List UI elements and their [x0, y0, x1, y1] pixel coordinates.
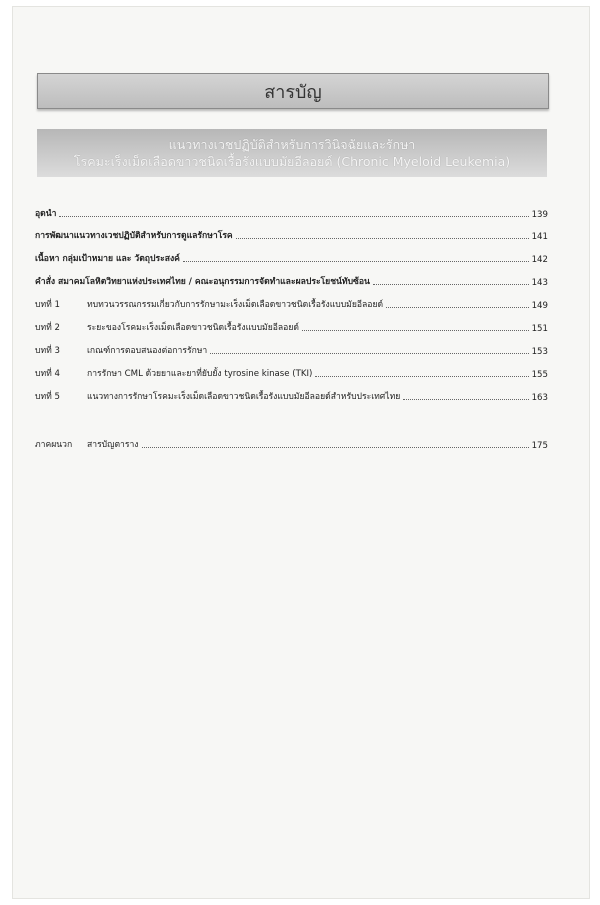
- toc-chapter-number: บทที่ 5: [35, 392, 60, 402]
- toc-entry-page: 149: [531, 301, 548, 311]
- toc-entry-page: 155: [531, 370, 548, 380]
- toc-chapter-number: บทที่ 3: [35, 346, 60, 356]
- toc-entry-introduction[interactable]: [35, 206, 548, 220]
- toc-entry-label: สารบัญตาราง: [87, 440, 139, 450]
- toc-entry-page: 175: [531, 441, 548, 451]
- leader-dots: [59, 215, 528, 217]
- toc-entry-page: 153: [531, 347, 548, 357]
- toc-entry-page: 141: [531, 232, 548, 242]
- page-title: [37, 73, 549, 109]
- toc-chapter-number: ภาคผนวก: [35, 440, 73, 450]
- toc-entry-label: อุดนำ: [35, 209, 57, 219]
- toc-entry-label: การพัฒนาแนวทางเวชปฏิบัติสำหรับการดูแลรักษาโรค: [35, 231, 233, 241]
- toc-entry-page: 142: [531, 255, 548, 265]
- toc-entry-scope[interactable]: [35, 251, 548, 265]
- leader-dots: [183, 260, 529, 262]
- leader-dots: [403, 398, 528, 400]
- toc-entry-guideline-development[interactable]: [35, 228, 548, 242]
- subtitle-line-2: โรคมะเร็งเม็ดเลือดขาวชนิดเรื้อรังแบบมัยอีลอยด์ (Chronic Myeloid Leukemia): [73, 154, 511, 169]
- leader-dots: [210, 352, 528, 354]
- toc-entry-committee[interactable]: [35, 274, 548, 288]
- leader-dots: [386, 306, 529, 308]
- toc-chapter-number: บทที่ 2: [35, 323, 60, 333]
- subtitle-line-1: แนวทางเวชปฏิบัติสำหรับการวินิจฉัยและรักษา: [168, 137, 416, 152]
- toc-entry-page: 143: [531, 278, 548, 288]
- leader-dots: [236, 237, 529, 239]
- toc-entry-chapter-2[interactable]: [35, 320, 548, 334]
- leader-dots: [373, 283, 529, 285]
- toc-entry-label: ทบทวนวรรณกรรมเกี่ยวกับการรักษามะเร็งเม็ดเลือดขาวชนิดเรื้อรังแบบมัยอีลอยด์: [87, 300, 384, 310]
- document-subtitle: [37, 129, 547, 177]
- toc-chapter-number: บทที่ 4: [35, 369, 60, 379]
- toc-entry-label: เนื้อหา กลุ่มเป้าหมาย และ วัตถุประสงค์: [35, 254, 180, 264]
- toc-entry-label: คำสั่ง สมาคมโลหิตวิทยาแห่งประเทศไทย / คณะอนุกรรมการจัดทำและผลประโยชน์ทับซ้อน: [35, 277, 370, 287]
- toc-entry-appendix[interactable]: [35, 437, 548, 451]
- toc-entry-page: 151: [531, 324, 548, 334]
- toc-entry-label: การรักษา CML ด้วยยาและยาที่ยับยั้ง tyrosine kinase (TKI): [87, 369, 313, 379]
- toc-entry-page: 139: [531, 210, 548, 220]
- toc-entry-page: 163: [531, 393, 548, 403]
- leader-dots: [302, 329, 529, 331]
- page-title-text: สารบัญ: [264, 81, 322, 103]
- toc-entry-chapter-4[interactable]: [35, 366, 548, 380]
- leader-dots: [315, 375, 528, 377]
- toc-entry-label: เกณฑ์การตอบสนองต่อการรักษา: [87, 346, 208, 356]
- toc-entry-chapter-5[interactable]: [35, 389, 548, 403]
- toc-entry-label: แนวทางการรักษาโรคมะเร็งเม็ดเลือดขาวชนิดเรื้อรังแบบมัยอีลอยด์สำหรับประเทศไทย: [87, 392, 401, 402]
- toc-entry-chapter-1[interactable]: [35, 297, 548, 311]
- toc-entry-label: ระยะของโรคมะเร็งเม็ดเลือดขาวชนิดเรื้อรังแบบมัยอีลอยด์: [87, 323, 299, 333]
- toc-entry-chapter-3[interactable]: [35, 343, 548, 357]
- leader-dots: [142, 446, 529, 448]
- toc-chapter-number: บทที่ 1: [35, 300, 60, 310]
